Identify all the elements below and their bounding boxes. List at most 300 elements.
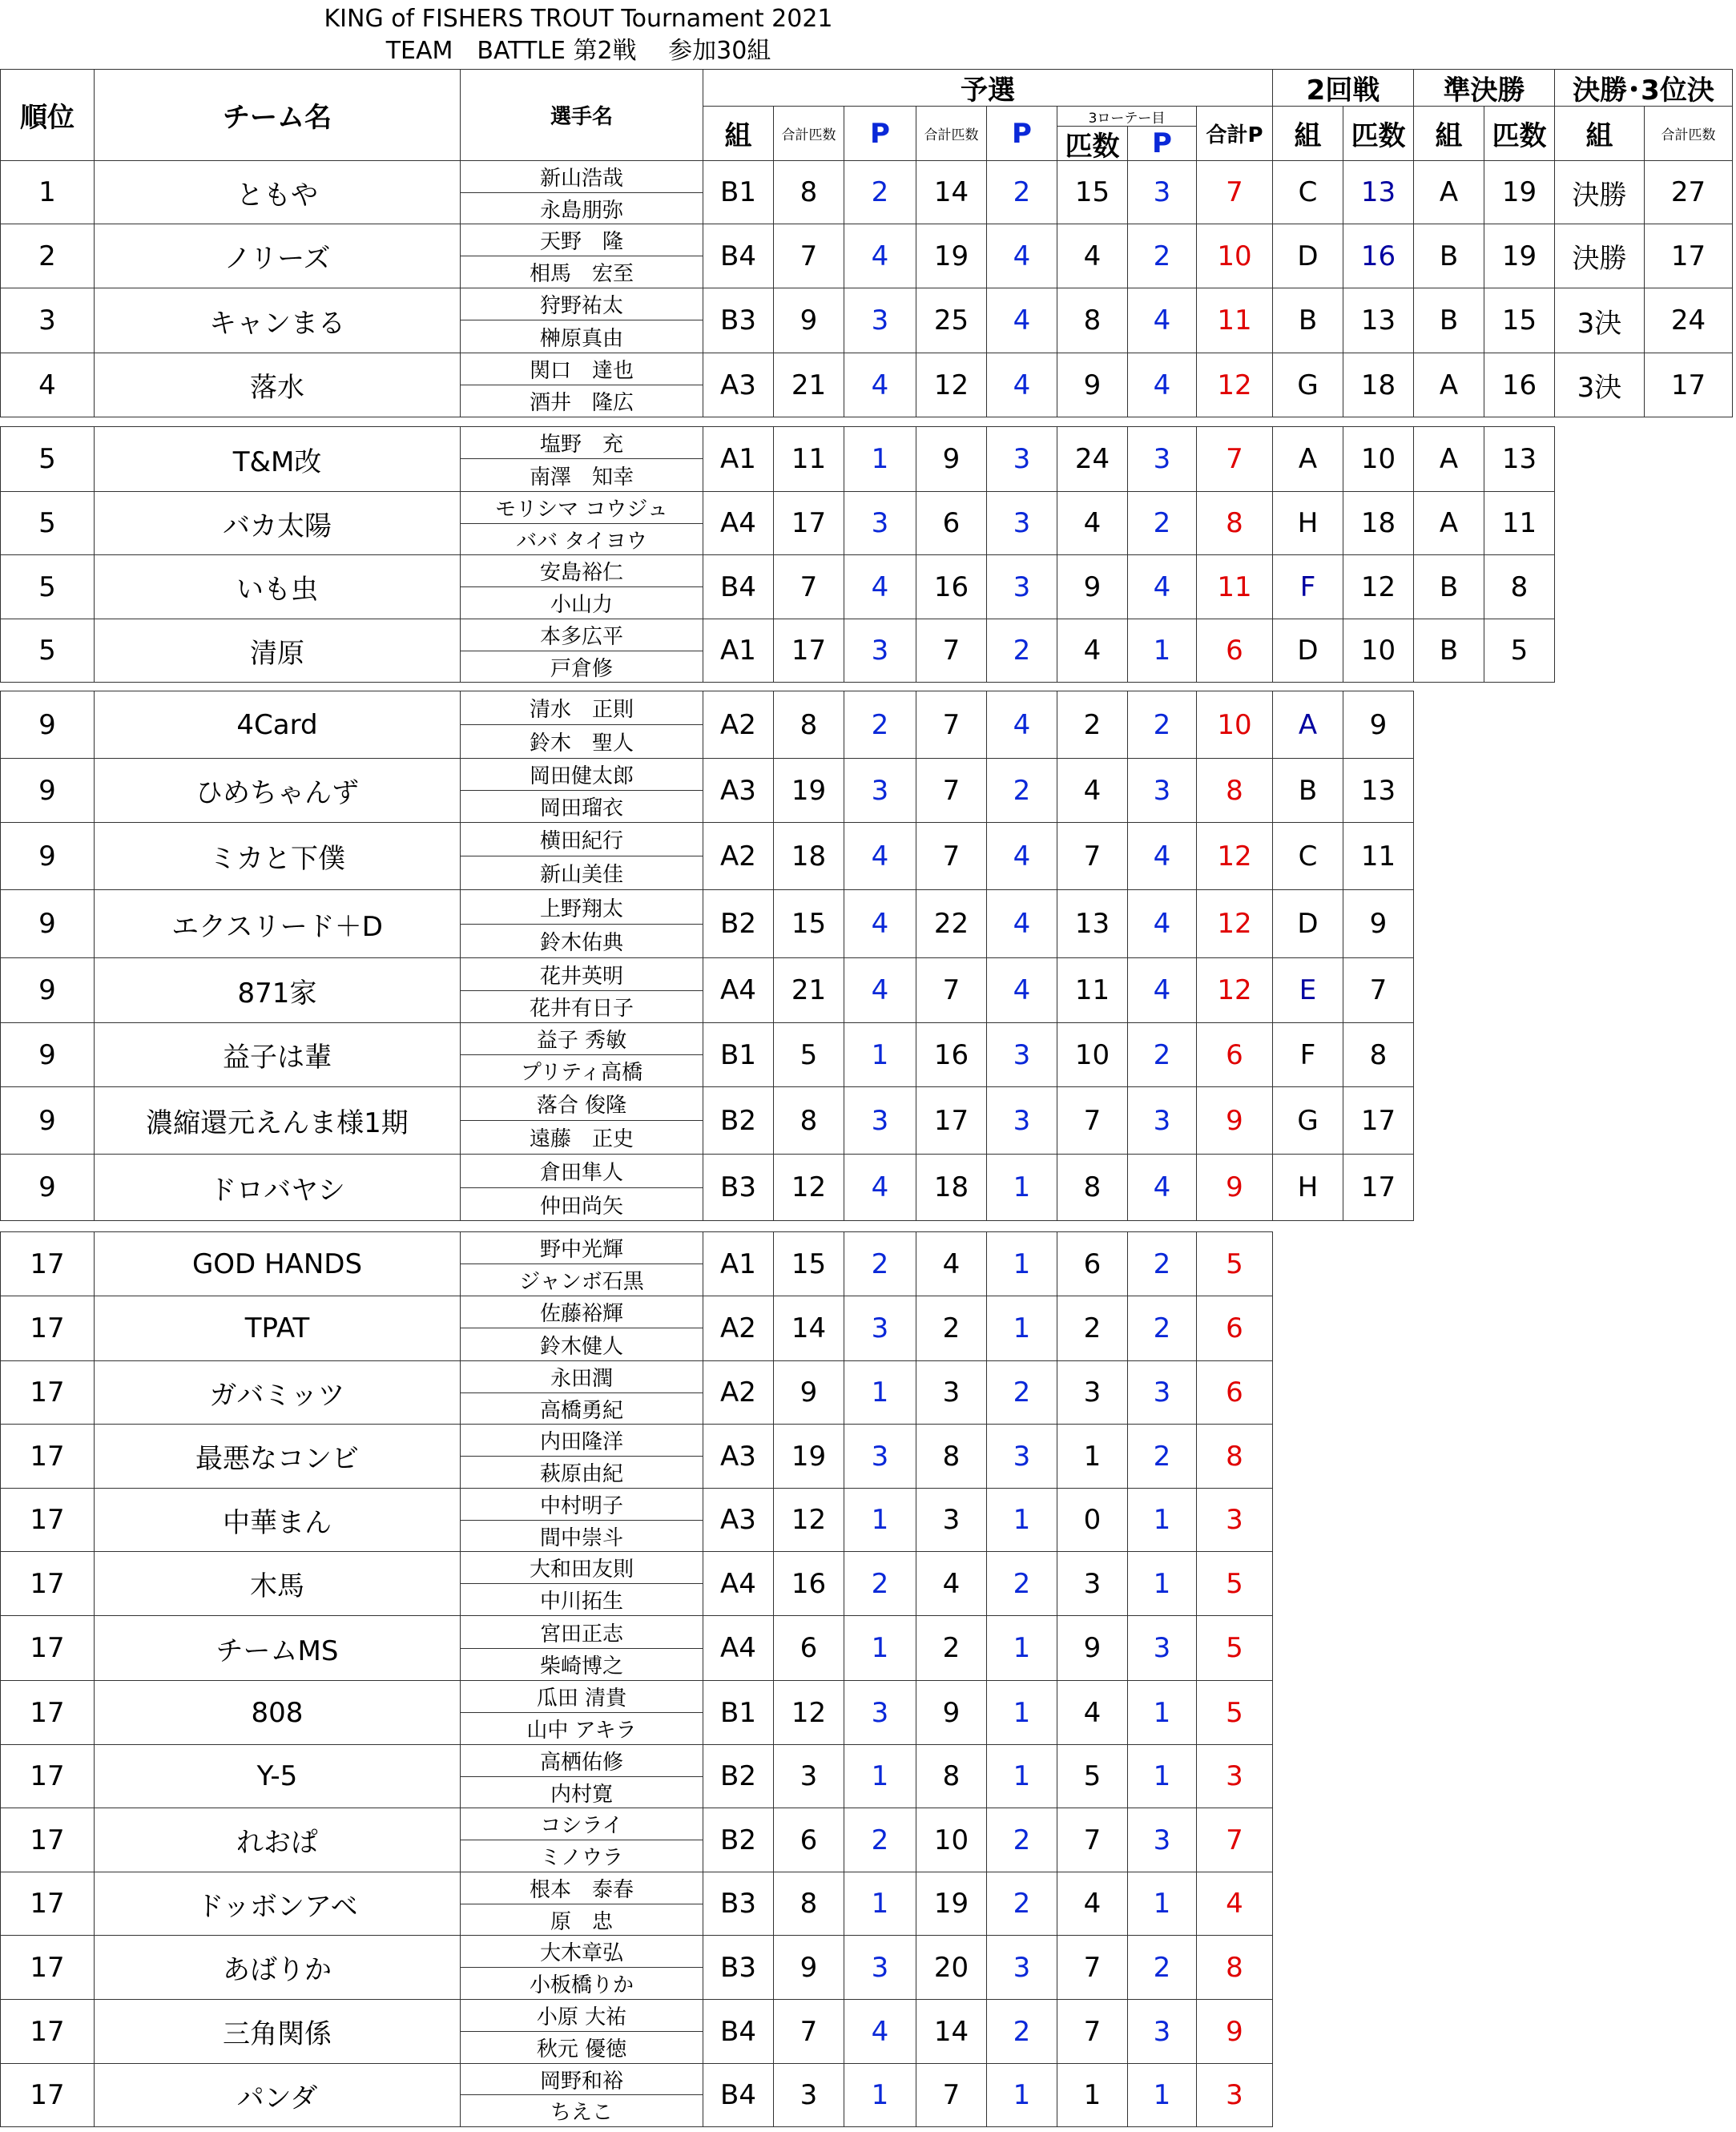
prelim-p-2: 2	[986, 1551, 1057, 1616]
prelim-fish-3: 1	[1057, 2063, 1128, 2127]
rank-cell: 9	[0, 957, 95, 1023]
round2-fish: 9	[1343, 889, 1414, 958]
round2-fish: 11	[1343, 822, 1414, 890]
player-2: 高橋勇紀	[460, 1392, 703, 1425]
prelim-group: B4	[703, 554, 774, 619]
prelim-fish-2: 7	[916, 691, 987, 759]
prelim-fish-2: 22	[916, 889, 987, 958]
player-1: 大木章弘	[460, 1935, 703, 1968]
player-2: 遠藤 正史	[460, 1120, 703, 1155]
round2-group: D	[1272, 224, 1343, 288]
prelim-total-p: 12	[1196, 889, 1273, 958]
round2-group: B	[1272, 758, 1343, 823]
prelim-p-3: 1	[1127, 619, 1197, 683]
prelim-p-1: 3	[844, 619, 916, 683]
player-1: 永田潤	[460, 1360, 703, 1393]
prelim-group: B2	[703, 889, 774, 958]
prelim-p-1: 3	[844, 1680, 916, 1745]
final-group: 3決	[1554, 353, 1645, 417]
prelim-fish-1: 12	[773, 1154, 844, 1221]
prelim-fish-2: 7	[916, 758, 987, 823]
player-2: 相馬 宏至	[460, 256, 703, 288]
prelim-total-p: 8	[1196, 758, 1273, 823]
prelim-fish-2: 25	[916, 288, 987, 353]
rank-cell: 17	[0, 1999, 95, 2064]
prelim-p-3: 3	[1127, 1999, 1197, 2064]
team-name: 落水	[94, 353, 461, 417]
header-total-fish-2: 合計匹数	[916, 106, 987, 161]
round2-fish: 18	[1343, 353, 1414, 417]
player-2: ミノウラ	[460, 1840, 703, 1872]
prelim-fish-2: 10	[916, 1808, 987, 1872]
round2-fish: 10	[1343, 426, 1414, 492]
prelim-fish-1: 3	[773, 2063, 844, 2127]
header-final-total: 合計匹数	[1644, 106, 1733, 161]
prelim-fish-2: 9	[916, 1680, 987, 1745]
prelim-fish-1: 7	[773, 554, 844, 619]
team-name: パンダ	[94, 2063, 461, 2127]
prelim-total-p: 3	[1196, 1744, 1273, 1808]
prelim-p-2: 1	[986, 1680, 1057, 1745]
prelim-p-3: 4	[1127, 353, 1197, 417]
player-2: 小板橋りか	[460, 1967, 703, 2000]
prelim-p-1: 1	[844, 1744, 916, 1808]
player-2: ババ タイヨウ	[460, 523, 703, 555]
player-1: 高栖佑修	[460, 1744, 703, 1777]
prelim-p-2: 3	[986, 1022, 1057, 1087]
prelim-p-3: 2	[1127, 1935, 1197, 2000]
semi-fish: 5	[1484, 619, 1555, 683]
header-p-1: P	[844, 106, 916, 161]
semi-fish: 13	[1484, 426, 1555, 492]
team-name: 木馬	[94, 1551, 461, 1616]
player-1: コシライ	[460, 1808, 703, 1840]
prelim-group: A4	[703, 491, 774, 555]
prelim-total-p: 8	[1196, 1935, 1273, 2000]
prelim-p-3: 4	[1127, 554, 1197, 619]
prelim-fish-1: 17	[773, 619, 844, 683]
team-name: 濃縮還元えんま様1期	[94, 1086, 461, 1155]
rank-cell: 9	[0, 1086, 95, 1155]
prelim-fish-3: 3	[1057, 1551, 1128, 1616]
header-semi: 準決勝	[1413, 69, 1555, 107]
prelim-total-p: 3	[1196, 1488, 1273, 1552]
round2-fish: 17	[1343, 1154, 1414, 1221]
prelim-p-2: 3	[986, 426, 1057, 492]
prelim-p-3: 1	[1127, 1872, 1197, 1936]
prelim-p-2: 4	[986, 353, 1057, 417]
team-name: 最悪なコンビ	[94, 1424, 461, 1489]
player-1: 大和田友則	[460, 1551, 703, 1584]
prelim-p-2: 1	[986, 1488, 1057, 1552]
semi-group: A	[1413, 491, 1484, 555]
prelim-p-1: 2	[844, 1231, 916, 1296]
prelim-fish-2: 18	[916, 1154, 987, 1221]
team-name: 871家	[94, 957, 461, 1023]
round2-group: F	[1272, 554, 1343, 619]
rank-cell: 17	[0, 1424, 95, 1489]
prelim-p-2: 4	[986, 822, 1057, 890]
semi-group: A	[1413, 426, 1484, 492]
header-round2: 2回戦	[1272, 69, 1414, 107]
player-2: 鈴木健人	[460, 1328, 703, 1361]
round2-group: C	[1272, 160, 1343, 224]
player-2: 間中崇斗	[460, 1520, 703, 1552]
player-1: 根本 泰春	[460, 1872, 703, 1904]
prelim-total-p: 6	[1196, 1022, 1273, 1087]
prelim-p-2: 1	[986, 1615, 1057, 1681]
prelim-p-2: 3	[986, 1935, 1057, 2000]
player-1: 宮田正志	[460, 1615, 703, 1649]
prelim-fish-1: 12	[773, 1680, 844, 1745]
prelim-group: A1	[703, 1231, 774, 1296]
prelim-fish-1: 7	[773, 1999, 844, 2064]
round2-fish: 17	[1343, 1086, 1414, 1155]
rank-cell: 9	[0, 691, 95, 759]
header-rank: 順位	[0, 69, 95, 161]
prelim-fish-2: 7	[916, 619, 987, 683]
round2-fish: 12	[1343, 554, 1414, 619]
player-2: 永島朋弥	[460, 192, 703, 224]
prelim-fish-3: 2	[1057, 691, 1128, 759]
player-2: 鈴木佑典	[460, 924, 703, 958]
final-total-fish: 17	[1644, 353, 1733, 417]
rank-cell: 4	[0, 353, 95, 417]
prelim-group: B3	[703, 288, 774, 353]
prelim-p-2: 4	[986, 957, 1057, 1023]
team-name: ひめちゃんず	[94, 758, 461, 823]
prelim-p-2: 4	[986, 889, 1057, 958]
player-1: 倉田隼人	[460, 1154, 703, 1188]
prelim-total-p: 7	[1196, 1808, 1273, 1872]
prelim-p-3: 1	[1127, 1680, 1197, 1745]
team-name: キャンまる	[94, 288, 461, 353]
player-2: 南澤 知幸	[460, 458, 703, 492]
prelim-p-1: 3	[844, 758, 916, 823]
team-name: ドロバヤシ	[94, 1154, 461, 1221]
player-2: 萩原由紀	[460, 1456, 703, 1489]
header-final-group: 組	[1554, 106, 1645, 161]
prelim-fish-2: 2	[916, 1296, 987, 1361]
team-name: ミカと下僕	[94, 822, 461, 890]
prelim-fish-2: 3	[916, 1488, 987, 1552]
prelim-fish-1: 9	[773, 1360, 844, 1425]
prelim-fish-3: 7	[1057, 1808, 1128, 1872]
prelim-p-3: 2	[1127, 1231, 1197, 1296]
semi-group: A	[1413, 353, 1484, 417]
prelim-fish-3: 0	[1057, 1488, 1128, 1552]
header-team: チーム名	[94, 69, 461, 161]
team-name: 4Card	[94, 691, 461, 759]
prelim-p-1: 2	[844, 160, 916, 224]
semi-group: B	[1413, 554, 1484, 619]
player-1: 清水 正則	[460, 691, 703, 725]
rank-cell: 17	[0, 1615, 95, 1681]
prelim-p-1: 3	[844, 1424, 916, 1489]
prelim-p-2: 2	[986, 160, 1057, 224]
prelim-p-2: 2	[986, 758, 1057, 823]
prelim-p-2: 3	[986, 1086, 1057, 1155]
prelim-p-3: 1	[1127, 2063, 1197, 2127]
prelim-p-2: 4	[986, 288, 1057, 353]
prelim-fish-1: 17	[773, 491, 844, 555]
prelim-fish-2: 6	[916, 491, 987, 555]
header-round2-group: 組	[1272, 106, 1343, 161]
prelim-p-1: 1	[844, 1022, 916, 1087]
prelim-fish-1: 9	[773, 1935, 844, 2000]
prelim-fish-1: 14	[773, 1296, 844, 1361]
team-name: ノリーズ	[94, 224, 461, 288]
prelim-p-2: 1	[986, 2063, 1057, 2127]
round2-group: A	[1272, 426, 1343, 492]
player-1: 内田隆洋	[460, 1424, 703, 1457]
prelim-total-p: 9	[1196, 1154, 1273, 1221]
header-total-p: 合計P	[1196, 106, 1273, 161]
prelim-fish-3: 4	[1057, 491, 1128, 555]
player-1: 岡田健太郎	[460, 758, 703, 791]
prelim-total-p: 11	[1196, 288, 1273, 353]
team-name: 益子は輩	[94, 1022, 461, 1087]
prelim-p-3: 3	[1127, 758, 1197, 823]
prelim-fish-2: 16	[916, 554, 987, 619]
round2-fish: 16	[1343, 224, 1414, 288]
prelim-total-p: 5	[1196, 1615, 1273, 1681]
rank-cell: 17	[0, 2063, 95, 2127]
prelim-fish-3: 1	[1057, 1424, 1128, 1489]
team-name: いも虫	[94, 554, 461, 619]
semi-fish: 8	[1484, 554, 1555, 619]
prelim-total-p: 12	[1196, 957, 1273, 1023]
prelim-total-p: 5	[1196, 1231, 1273, 1296]
prelim-p-3: 3	[1127, 1808, 1197, 1872]
prelim-p-3: 2	[1127, 691, 1197, 759]
player-2: 柴崎博之	[460, 1648, 703, 1681]
prelim-p-2: 1	[986, 1296, 1057, 1361]
team-name: ドッボンアベ	[94, 1872, 461, 1936]
prelim-fish-3: 5	[1057, 1744, 1128, 1808]
prelim-total-p: 6	[1196, 1360, 1273, 1425]
player-1: 佐藤裕輝	[460, 1296, 703, 1328]
header-prelim: 予選	[703, 69, 1273, 107]
player-1: 益子 秀敏	[460, 1022, 703, 1055]
prelim-total-p: 10	[1196, 691, 1273, 759]
prelim-p-1: 2	[844, 1808, 916, 1872]
prelim-fish-1: 15	[773, 889, 844, 958]
prelim-fish-2: 3	[916, 1360, 987, 1425]
semi-fish: 11	[1484, 491, 1555, 555]
rank-cell: 5	[0, 619, 95, 683]
prelim-p-3: 4	[1127, 822, 1197, 890]
player-2: 中川拓生	[460, 1583, 703, 1616]
prelim-p-3: 2	[1127, 224, 1197, 288]
prelim-p-2: 4	[986, 691, 1057, 759]
prelim-p-1: 4	[844, 353, 916, 417]
prelim-p-2: 2	[986, 1808, 1057, 1872]
prelim-group: B2	[703, 1808, 774, 1872]
prelim-group: B4	[703, 224, 774, 288]
prelim-p-1: 2	[844, 691, 916, 759]
rank-cell: 5	[0, 554, 95, 619]
header-third-rotation: 3ローテー目	[1057, 106, 1197, 127]
round2-group: H	[1272, 491, 1343, 555]
player-2: 山中 アキラ	[460, 1712, 703, 1745]
prelim-group: B2	[703, 1086, 774, 1155]
header-group: 組	[703, 106, 774, 161]
round2-group: A	[1272, 691, 1343, 759]
round2-fish: 13	[1343, 160, 1414, 224]
final-group: 決勝	[1554, 160, 1645, 224]
team-name: T&M改	[94, 426, 461, 492]
prelim-fish-1: 19	[773, 758, 844, 823]
prelim-p-1: 1	[844, 1360, 916, 1425]
prelim-p-3: 2	[1127, 1296, 1197, 1361]
player-2: 小山力	[460, 586, 703, 619]
player-1: 中村明子	[460, 1488, 703, 1521]
prelim-total-p: 7	[1196, 160, 1273, 224]
prelim-fish-3: 9	[1057, 554, 1128, 619]
player-2: 内村寛	[460, 1776, 703, 1808]
prelim-fish-1: 8	[773, 691, 844, 759]
prelim-total-p: 7	[1196, 426, 1273, 492]
prelim-p-2: 3	[986, 1424, 1057, 1489]
round2-fish: 8	[1343, 1022, 1414, 1087]
prelim-fish-1: 7	[773, 224, 844, 288]
prelim-p-2: 2	[986, 1999, 1057, 2064]
prelim-p-1: 1	[844, 2063, 916, 2127]
team-name: チームMS	[94, 1615, 461, 1681]
prelim-fish-3: 24	[1057, 426, 1128, 492]
prelim-group: A4	[703, 957, 774, 1023]
prelim-p-1: 1	[844, 426, 916, 492]
header-semi-group: 組	[1413, 106, 1484, 161]
final-total-fish: 24	[1644, 288, 1733, 353]
prelim-fish-2: 7	[916, 2063, 987, 2127]
team-name: GOD HANDS	[94, 1231, 461, 1296]
prelim-total-p: 3	[1196, 2063, 1273, 2127]
semi-fish: 16	[1484, 353, 1555, 417]
player-2: 花井有日子	[460, 990, 703, 1023]
prelim-group: B3	[703, 1154, 774, 1221]
prelim-fish-1: 9	[773, 288, 844, 353]
prelim-p-3: 4	[1127, 889, 1197, 958]
prelim-fish-2: 16	[916, 1022, 987, 1087]
prelim-p-1: 3	[844, 1935, 916, 2000]
prelim-fish-2: 20	[916, 1935, 987, 2000]
final-total-fish: 27	[1644, 160, 1733, 224]
header-semi-fish: 匹数	[1484, 106, 1555, 161]
round2-fish: 13	[1343, 288, 1414, 353]
rank-cell: 17	[0, 1551, 95, 1616]
prelim-fish-3: 7	[1057, 822, 1128, 890]
round2-group: C	[1272, 822, 1343, 890]
prelim-fish-1: 18	[773, 822, 844, 890]
rank-cell: 17	[0, 1935, 95, 2000]
prelim-fish-1: 8	[773, 160, 844, 224]
header-fish-3: 匹数	[1057, 126, 1128, 161]
semi-group: B	[1413, 619, 1484, 683]
prelim-group: B3	[703, 1872, 774, 1936]
prelim-p-1: 4	[844, 957, 916, 1023]
prelim-p-3: 3	[1127, 1086, 1197, 1155]
round2-fish: 10	[1343, 619, 1414, 683]
prelim-fish-1: 8	[773, 1086, 844, 1155]
prelim-group: B2	[703, 1744, 774, 1808]
prelim-fish-2: 12	[916, 353, 987, 417]
player-2: 新山美佳	[460, 856, 703, 890]
player-1: 野中光輝	[460, 1231, 703, 1264]
title-line-2: TEAM BATTLE 第2戦 参加30組	[385, 37, 771, 65]
prelim-total-p: 8	[1196, 491, 1273, 555]
player-1: 塩野 充	[460, 426, 703, 459]
round2-fish: 7	[1343, 957, 1414, 1023]
prelim-p-1: 4	[844, 822, 916, 890]
prelim-total-p: 12	[1196, 353, 1273, 417]
team-name: ガバミッツ	[94, 1360, 461, 1425]
prelim-total-p: 9	[1196, 1999, 1273, 2064]
rank-cell: 9	[0, 1154, 95, 1221]
prelim-p-3: 2	[1127, 491, 1197, 555]
rank-cell: 2	[0, 224, 95, 288]
prelim-fish-3: 7	[1057, 1999, 1128, 2064]
player-1: 横田紀行	[460, 822, 703, 856]
final-total-fish: 17	[1644, 224, 1733, 288]
player-1: 関口 達也	[460, 353, 703, 385]
prelim-p-3: 4	[1127, 288, 1197, 353]
prelim-fish-2: 19	[916, 1872, 987, 1936]
player-2: 榊原真由	[460, 320, 703, 353]
semi-fish: 19	[1484, 224, 1555, 288]
prelim-p-3: 3	[1127, 426, 1197, 492]
team-name: 三角関係	[94, 1999, 461, 2064]
rank-cell: 1	[0, 160, 95, 224]
player-1: 落合 俊隆	[460, 1086, 703, 1121]
player-2: 戸倉修	[460, 651, 703, 683]
rank-cell: 17	[0, 1231, 95, 1296]
prelim-fish-1: 15	[773, 1231, 844, 1296]
prelim-fish-1: 21	[773, 353, 844, 417]
player-2: 鈴木 聖人	[460, 724, 703, 759]
team-name: TPAT	[94, 1296, 461, 1361]
team-name: 中華まん	[94, 1488, 461, 1552]
prelim-group: B3	[703, 1935, 774, 2000]
prelim-fish-3: 4	[1057, 619, 1128, 683]
prelim-group: A2	[703, 1360, 774, 1425]
round2-group: G	[1272, 353, 1343, 417]
prelim-fish-2: 19	[916, 224, 987, 288]
header-total-fish-1: 合計匹数	[773, 106, 844, 161]
prelim-p-1: 1	[844, 1615, 916, 1681]
final-group: 決勝	[1554, 224, 1645, 288]
player-2: ジャンボ石黒	[460, 1263, 703, 1296]
prelim-p-2: 2	[986, 1360, 1057, 1425]
player-1: モリシマ コウジュ	[460, 491, 703, 524]
prelim-fish-3: 4	[1057, 758, 1128, 823]
rank-cell: 5	[0, 426, 95, 492]
round2-group: B	[1272, 288, 1343, 353]
prelim-fish-3: 15	[1057, 160, 1128, 224]
prelim-p-1: 4	[844, 889, 916, 958]
round2-group: G	[1272, 1086, 1343, 1155]
team-name: バカ太陽	[94, 491, 461, 555]
prelim-p-2: 2	[986, 1872, 1057, 1936]
prelim-p-3: 1	[1127, 1488, 1197, 1552]
prelim-fish-3: 9	[1057, 1615, 1128, 1681]
header-p-2: P	[986, 106, 1057, 161]
semi-fish: 15	[1484, 288, 1555, 353]
prelim-fish-3: 13	[1057, 889, 1128, 958]
rank-cell: 5	[0, 491, 95, 555]
player-2: 岡田瑠衣	[460, 790, 703, 823]
